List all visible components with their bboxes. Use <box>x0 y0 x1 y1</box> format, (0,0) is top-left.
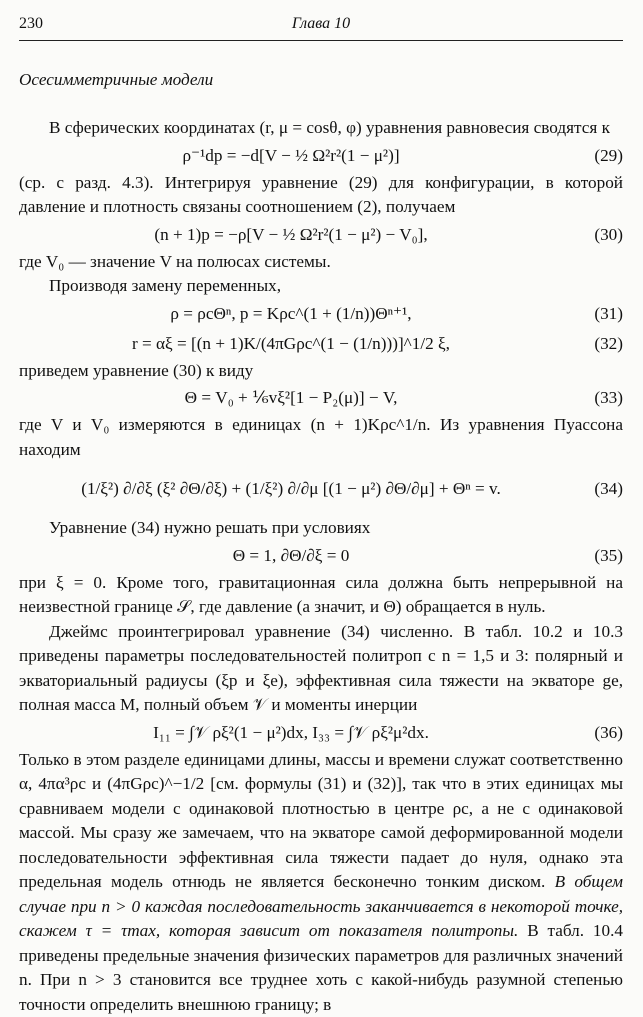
equation-number: (30) <box>594 220 623 250</box>
page-number: 230 <box>19 12 43 37</box>
equation-35 <box>19 541 623 571</box>
paragraph: при ξ = 0. Кроме того, гравитационная сила должна быть непрерывной на неизвестной границе 𝒮, где давление (а значит, и Θ) обращается в нуль. <box>19 571 623 620</box>
paragraph: Производя замену переменных, <box>19 274 623 299</box>
section-title: Осесимметричные модели <box>19 68 213 93</box>
equation-33 <box>19 383 623 413</box>
paragraph: где V₀ — значение V на полюсах системы. <box>19 250 623 275</box>
emphasized-statement: В общем случае при n > 0 каждая последовательность заканчивается в некоторой точке, скажем τ = τmax, которая зависит от показателя политропы. <box>19 872 623 940</box>
equation-34 <box>19 462 623 516</box>
equation-30 <box>19 220 623 250</box>
chapter-title: Глава 10 <box>19 12 623 37</box>
equation-number: (36) <box>594 718 623 748</box>
equation-number: (34) <box>594 462 623 516</box>
paragraph: Уравнение (34) нужно решать при условиях <box>19 516 623 541</box>
equation-number: (32) <box>594 329 623 359</box>
paragraph <box>19 748 623 1017</box>
running-header <box>19 12 623 36</box>
equation-31 <box>19 299 623 329</box>
equation-29 <box>19 141 623 171</box>
equation-formula: ρ = ρcΘⁿ, p = Kρc^(1 + (1/n))Θⁿ⁺¹, <box>19 299 563 329</box>
paragraph: (ср. с разд. 4.3). Интегрируя уравнение (29) для конфигурации, в которой давление и плотность связаны соотношением (2), получаем <box>19 171 623 220</box>
paragraph: где V и V₀ измеряются в единицах (n + 1)Kρc^1/n. Из уравнения Пуассона находим <box>19 413 623 462</box>
equation-formula: r = αξ = [(n + 1)K/(4πGρc^(1 − (1/n)))]^1/2 ξ, <box>19 329 563 359</box>
paragraph: Джеймс проинтегрировал уравнение (34) численно. В табл. 10.2 и 10.3 приведены параметры последовательностей политроп с n = 1,5 и 3: полярный и экваториальный радиусы (ξp и ξe), эффективная сила тяжести на экваторе ge, полная масса M, полный объем 𝒱 и моменты инерции <box>19 620 623 718</box>
equation-number: (33) <box>594 383 623 413</box>
paragraph: В сферических координатах (r, μ = cosθ, φ) уравнения равновесия сводятся к <box>19 116 623 141</box>
equation-36 <box>19 718 623 748</box>
page-body <box>19 116 623 1017</box>
equation-formula: ρ⁻¹dp = −d[V − ½ Ω²r²(1 − μ²)] <box>19 141 563 171</box>
header-rule <box>19 40 623 41</box>
paragraph-text: Только в этом разделе единицами длины, массы и времени служат соответственно α, 4πα³ρc и (4πGρc)^−1/2 [см. формулы (31) и (32)], так что в этих единицах мы сравниваем модели с одинаковой плотностью в центре ρc, а не с одинаковой массой. Мы сразу же замечаем, что на экваторе самой деформированной модели последовательности эффективная сила тяжести падает до нуля, однако эта предельная модель отнюдь не является бесконечно тонким диском. <box>19 750 623 892</box>
paragraph-text: В табл. 10.4 приведены предельные значения физических параметров для различных значений n. При n > 3 становится все труднее хоть с какой-нибудь разумной степенью точности определить внешнюю границу; в <box>19 921 623 1014</box>
equation-formula: I₁₁ = ∫𝒱 ρξ²(1 − μ²)dx, I₃₃ = ∫𝒱 ρξ²μ²dx. <box>19 718 563 748</box>
equation-formula: Θ = 1, ∂Θ/∂ξ = 0 <box>19 541 563 571</box>
equation-formula: (1/ξ²) ∂/∂ξ (ξ² ∂Θ/∂ξ) + (1/ξ²) ∂/∂μ [(1 − μ²) ∂Θ/∂μ] + Θⁿ = v. <box>19 462 563 516</box>
equation-number: (29) <box>594 141 623 171</box>
equation-32 <box>19 329 623 359</box>
equation-formula: (n + 1)p = −ρ[V − ½ Ω²r²(1 − μ²) − V₀], <box>19 220 563 250</box>
equation-number: (35) <box>594 541 623 571</box>
equation-formula: Θ = V₀ + ⅙vξ²[1 − P₂(μ)] − V, <box>19 383 563 413</box>
equation-number: (31) <box>594 299 623 329</box>
paragraph: приведем уравнение (30) к виду <box>19 359 623 384</box>
